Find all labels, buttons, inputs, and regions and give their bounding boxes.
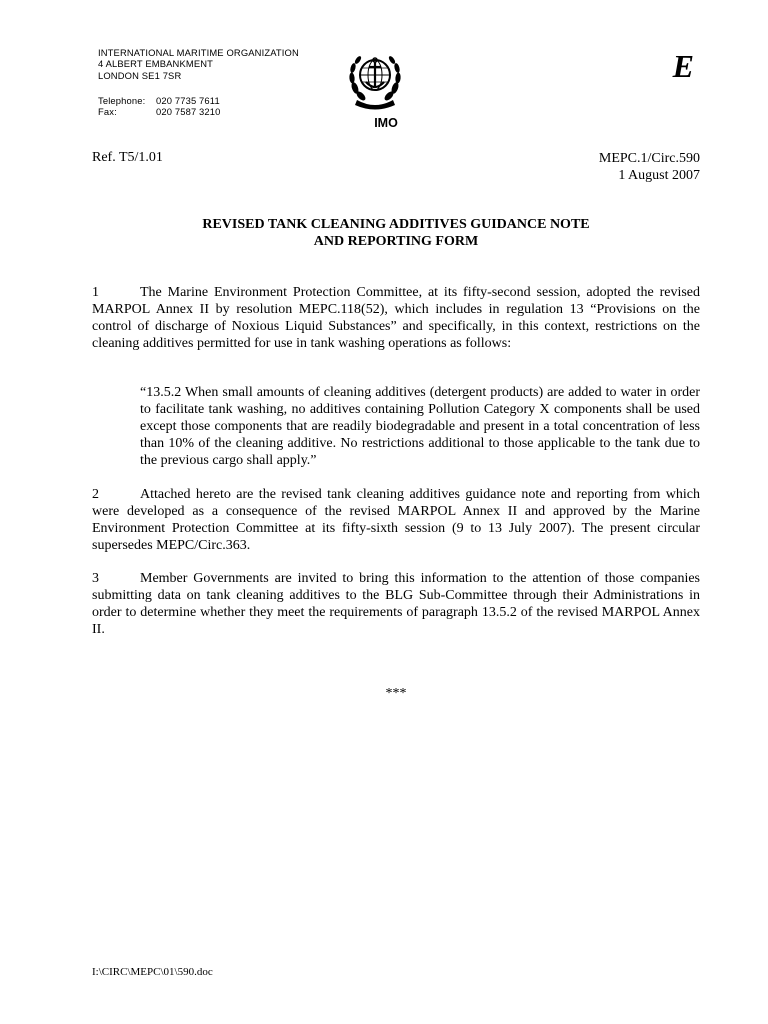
contact-block bbox=[98, 95, 221, 117]
document-title bbox=[92, 216, 700, 250]
document-number: MEPC.1/Circ.590 bbox=[598, 151, 700, 166]
reference-number: Ref. T5/1.01 bbox=[92, 150, 163, 165]
address-line: LONDON SE1 7SR bbox=[98, 69, 182, 81]
paragraph-text: The Marine Environment Protection Committee, at its fifty-second session, adopted the revised MARPOL Annex II by resolution MEPC.118(52), which includes in regulation 13 “Provisions on the control of discharge of Noxious Liquid Substances” and specifically, in this context, restrictions on the cleaning additives permitted for use in tank washing operations as follows: bbox=[92, 285, 700, 351]
paragraph-number: 2 bbox=[92, 487, 99, 502]
fax-number: 020 7587 3210 bbox=[156, 106, 221, 117]
quoted-regulation: “13.5.2 When small amounts of cleaning additives (detergent products) are added to water in order to facilitate tank washing, no additives containing Pollution Category X components shall be used except those components that are readily biodegradable and present in a total concentration of less than 10% of the cleaning additive. No restrictions additional to those applicable to the tank due to the previous cargo shall apply.” bbox=[140, 385, 700, 468]
paragraph-text: Attached hereto are the revised tank cleaning additives guidance note and reporting from which were developed as a consequence of the revised MARPOL Annex II and approved by the Marine Environment Protection Committee at its fifty-sixth session (9 to 13 July 2007). The present circular supersedes MEPC/Circ.363. bbox=[92, 487, 700, 553]
fax-row bbox=[98, 106, 221, 117]
telephone-number: 020 7735 7611 bbox=[156, 95, 220, 106]
paragraph-2 bbox=[92, 486, 700, 554]
paragraph-1 bbox=[92, 284, 700, 352]
fax-label: Fax: bbox=[98, 106, 117, 117]
paragraph-number: 3 bbox=[92, 571, 99, 586]
language-code: E bbox=[672, 48, 694, 84]
title-line: REVISED TANK CLEANING ADDITIVES GUIDANCE NOTE bbox=[202, 217, 590, 232]
file-path-footer: I:\CIRC\MEPC\01\590.doc bbox=[92, 966, 213, 978]
imo-emblem-icon bbox=[347, 50, 403, 112]
document-reference bbox=[599, 150, 700, 184]
address-line: INTERNATIONAL MARITIME ORGANIZATION bbox=[98, 47, 299, 58]
paragraph-3 bbox=[92, 570, 700, 638]
telephone-row bbox=[98, 95, 221, 106]
document-date: 1 August 2007 bbox=[618, 168, 700, 183]
address-line: 4 ALBERT EMBANKMENT bbox=[98, 58, 214, 70]
end-mark: *** bbox=[385, 686, 407, 701]
paragraph-number: 1 bbox=[92, 285, 99, 300]
paragraph-text: Member Governments are invited to bring this information to the attention of those companies submitting data on tank cleaning additives to the BLG Sub-Committee through their Administrations in order to determine whether they meet the requirements of paragraph 13.5.2 of the revised MARPOL Annex II. bbox=[92, 571, 700, 637]
imo-logo-text: IMO bbox=[374, 116, 398, 130]
title-line: AND REPORTING FORM bbox=[313, 234, 479, 249]
address-block bbox=[98, 47, 299, 81]
telephone-label: Telephone: bbox=[98, 95, 146, 106]
